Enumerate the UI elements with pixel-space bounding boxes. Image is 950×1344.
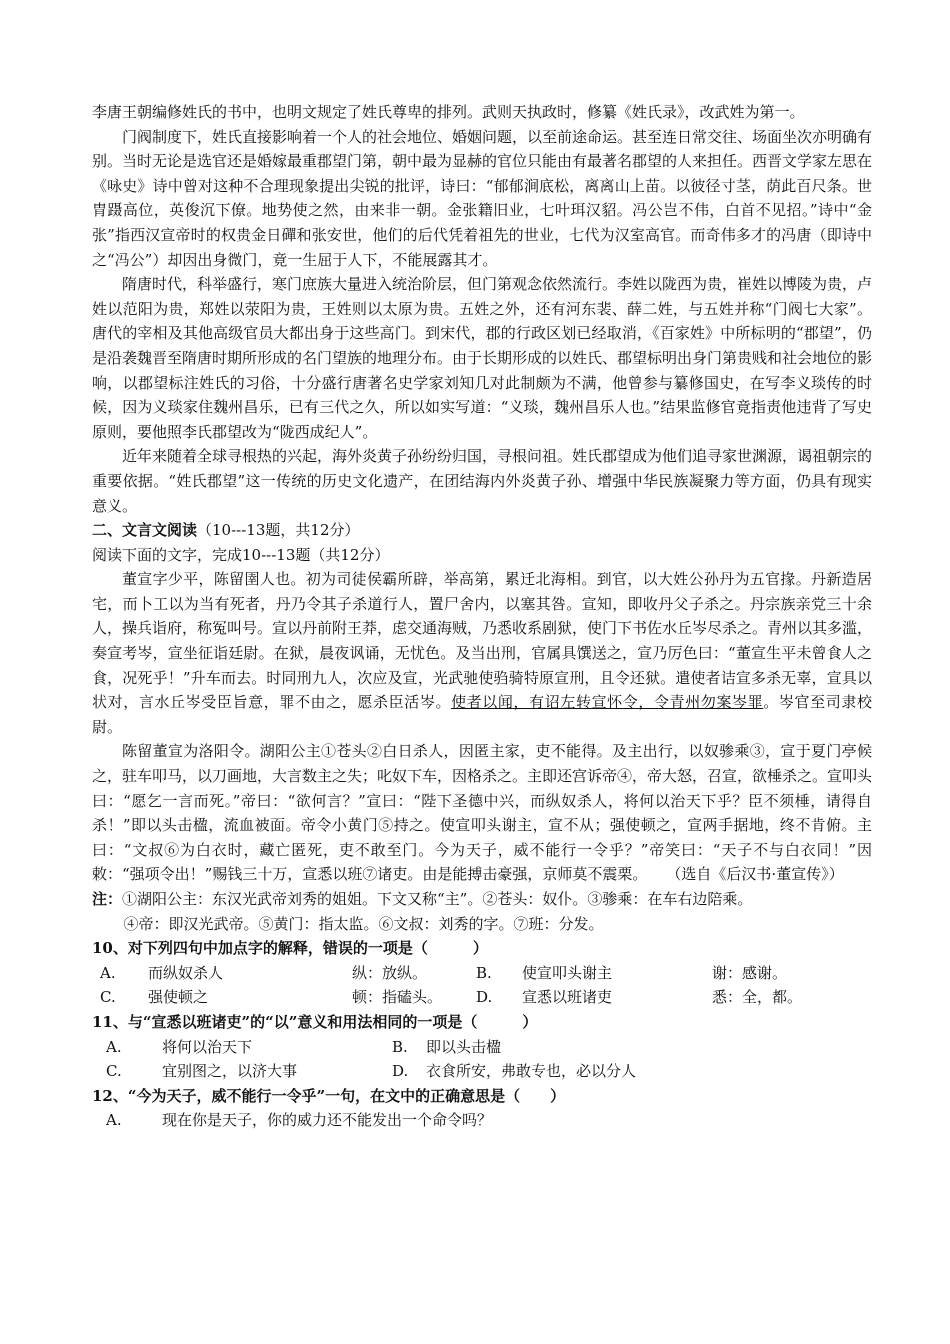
option-explanation: 纵：放纵。 [352, 963, 428, 982]
option-text: 即以头击楹 [426, 1037, 502, 1056]
option-text: 宣悉以班诸吏 [522, 988, 613, 1007]
passage-paragraph-2: 门阀制度下，姓氏直接影响着一个人的社会地位、婚姻问题，以至前途命运。甚至连日常交往、场面坐次亦明确有别。当时无论是选官还是婚嫁最重郡望门第，朝中最为显赫的官位只能由有最著名郡望的人来担任。西晋文学家左思在《咏史》诗中曾对这种不合理现象提出尖锐的批评，诗曰：“郁郁涧底松，离离山上苗。以彼径寸茎，荫此百尺条。世胄蹑高位，英俊沉下僚。地势使之然，由来非一朝。金张籍旧业，七叶珥汉貂。冯公岂不伟，白首不见招。”诗中“金张”指西汉宣帝时的权贵金日磾和张安世，他们的后代凭着祖先的世业，七代为汉室高官。而奇伟多才的冯唐（即诗中之“冯公”）却因出身微门，竟一生屈于人下，不能展露其才。 [92, 127, 873, 269]
question-10-row-1 [92, 961, 872, 986]
option-explanation: 悉：全，都。 [712, 988, 803, 1007]
classical-p1-text: 董宣字少平，陈留圉人也。初为司徒侯霸所辟，举高第，累迁北海相。到官，以大姓公孙丹为五官掾。丹新造居宅，而卜工以为当有死者，丹乃令其子杀道行人，置尸舍内，以塞其咎。宣知，即收丹父子杀之。丹宗族亲党三十余人，操兵诣府，称冤叫号。宣以丹前附王莽，虑交通海贼，乃悉收系剧狱，使门下书佐水丘岑尽杀之。青州以其多滥，奏宣考岑，宣坐征诣廷尉。在狱，晨夜讽诵，无忧色。及当出刑，官属具馔送之，宣乃厉色曰：“董宣生平未曾食人之食，况死乎！”升车而去。时同刑九人，次应及宣，光武驰使驺骑特原宣刑，且令还狱。遣使者诘宣多杀无辜，宣具以状对，言水丘岑受臣旨意，罪不由之，愿杀臣活岑。 [92, 570, 873, 712]
question-10-stem: 10、对下列四句中加点字的解释，错误的一项是（ ） [92, 939, 488, 958]
notes-text-1: ①湖阳公主：东汉光武帝刘秀的姐姐。下文又称“主”。②苍头：奴仆。③骖乘：在车右边陪乘。 [122, 890, 753, 908]
notes-line-2: ④帝：即汉光武帝。⑤黄门：指太监。⑥文叔：刘秀的字。⑦班：分发。 [123, 914, 604, 933]
question-11-row-2 [92, 1059, 872, 1084]
option-label: A. [100, 963, 116, 982]
passage-paragraph-1: 李唐王朝编修姓氏的书中，也明文规定了姓氏尊卑的排列。武则天执政时，修纂《姓氏录》，改武姓为第一。 [92, 103, 805, 121]
option-label: D. [476, 988, 493, 1007]
classical-paragraph-1 [92, 567, 872, 739]
notes-label: 注： [92, 890, 123, 908]
option-text: 衣食所安，弗敢专也，必以分人 [426, 1062, 637, 1081]
classical-paragraph-2 [92, 739, 872, 887]
option-label: A. [106, 1037, 122, 1056]
option-label: D. [392, 1062, 409, 1081]
notes-line-1 [92, 887, 872, 912]
passage-paragraph-3: 隋唐时代，科举盛行，寒门庶族大量进入统治阶层，但门第观念依然流行。李姓以陇西为贵，崔姓以博陵为贵，卢姓以范阳为贵，郑姓以荥阳为贵，王姓则以太原为贵。五姓之外，还有河东裴、薛二姓，与五姓并称“门阀七大家”。唐代的宰相及其他高级官员大都出身于这些高门。到宋代，郡的行政区划已经取消，《百家姓》中所标明的“郡望”，仍是沿袭魏晋至隋唐时期所形成的名门望族的地理分布。由于长期形成的以姓氏、郡望标明出身门第贵贱和社会地位的影响，以郡望标注姓氏的习俗，十分盛行唐著名史学家刘知几对此制颇为不满，他曾参与纂修国史，在写李义琰传的时候，因为义琰家住魏州昌乐，已有三代之久，所以如实写道：“义琰，魏州昌乐人也。”结果监修官竟指责他违背了写史原则，要他照李氏郡望改为“陇西成纪人”。 [92, 275, 873, 441]
section-heading-note: （10---13题，共12分） [197, 521, 360, 540]
classical-p2-text: 陈留董宣为洛阳令。湖阳公主①苍头②白日杀人，因匿主家，吏不能得。及主出行，以奴骖乘③，宣于夏门亭候之，驻车叩马，以刀画地，大言数主之失；叱奴下车，因格杀之。主即还宫诉帝④，帝大怒，召宣，欲棰杀之。宣叩头曰：“愿乞一言而死。”帝曰：“欲何言？”宣曰：“陛下圣德中兴，而纵奴杀人，将何以治天下乎？臣不须棰，请得自杀！”即以头击楹，流血被面。帝令小黄门⑤持之。使宣叩头谢主，宣不从；强使顿之，宣两手据地，终不肯俯。主曰：“文叔⑥为白衣时，藏亡匿死，吏不敢至门。今为天子，威不能行一令乎？”帝笑曰：“天子不与白衣同！”因敕：“强项令出！”赐钱三十万，宣悉以班⑦诸吏。由是能搏击豪强，京师莫不震栗。 [92, 742, 873, 884]
option-label: B. [392, 1037, 408, 1056]
option-text: 现在你是天子，你的威力还不能发出一个命令吗？ [162, 1111, 493, 1130]
question-11-row-1 [92, 1035, 872, 1060]
option-label: C. [106, 1062, 122, 1081]
classical-p1-end: 。岑官至司隶校尉。 [92, 693, 872, 736]
question-10-row-2 [92, 985, 872, 1010]
option-text: 使宣叩头谢主 [522, 963, 613, 982]
question-12-stem: 12、“今为天子，威不能行一令乎”一句，在文中的正确意思是（ ） [92, 1086, 566, 1105]
underlined-sentence: 使者以闻，有诏左转宣怀令，令青州勿案岑罪 [451, 693, 764, 712]
option-text: 而纵奴杀人 [148, 963, 224, 982]
source-citation: （选自《后汉书·董宣传》） [666, 865, 844, 884]
option-text: 宜别图之，以济大事 [162, 1062, 298, 1081]
document-page [92, 100, 872, 1133]
passage-paragraph-4: 近年来随着全球寻根热的兴起，海外炎黄子孙纷纷归国，寻根问祖。姓氏郡望成为他们追寻家世渊源，谒祖朝宗的重要依据。“姓氏郡望”这一传统的历史文化遗产，在团结海内外炎黄子孙、增强中华民族凝聚力等方面，仍具有现实意义。 [92, 447, 873, 515]
option-label: C. [100, 988, 116, 1007]
option-label: A. [106, 1111, 122, 1130]
option-text: 将何以治天下 [162, 1037, 253, 1056]
option-text: 强使顿之 [148, 988, 209, 1007]
section-heading [92, 518, 872, 543]
question-11-stem: 11、与“宣悉以班诸吏”的“以”意义和用法相同的一项是（ ） [92, 1012, 538, 1031]
question-12-row-1 [92, 1108, 872, 1133]
option-explanation: 顿：指磕头。 [352, 988, 443, 1007]
section-title: 二、文言文阅读 [92, 521, 198, 540]
option-explanation: 谢：感谢。 [712, 963, 788, 982]
section-instruction: 阅读下面的文字，完成10---13题（共12分） [92, 545, 390, 564]
option-label: B. [476, 963, 492, 982]
